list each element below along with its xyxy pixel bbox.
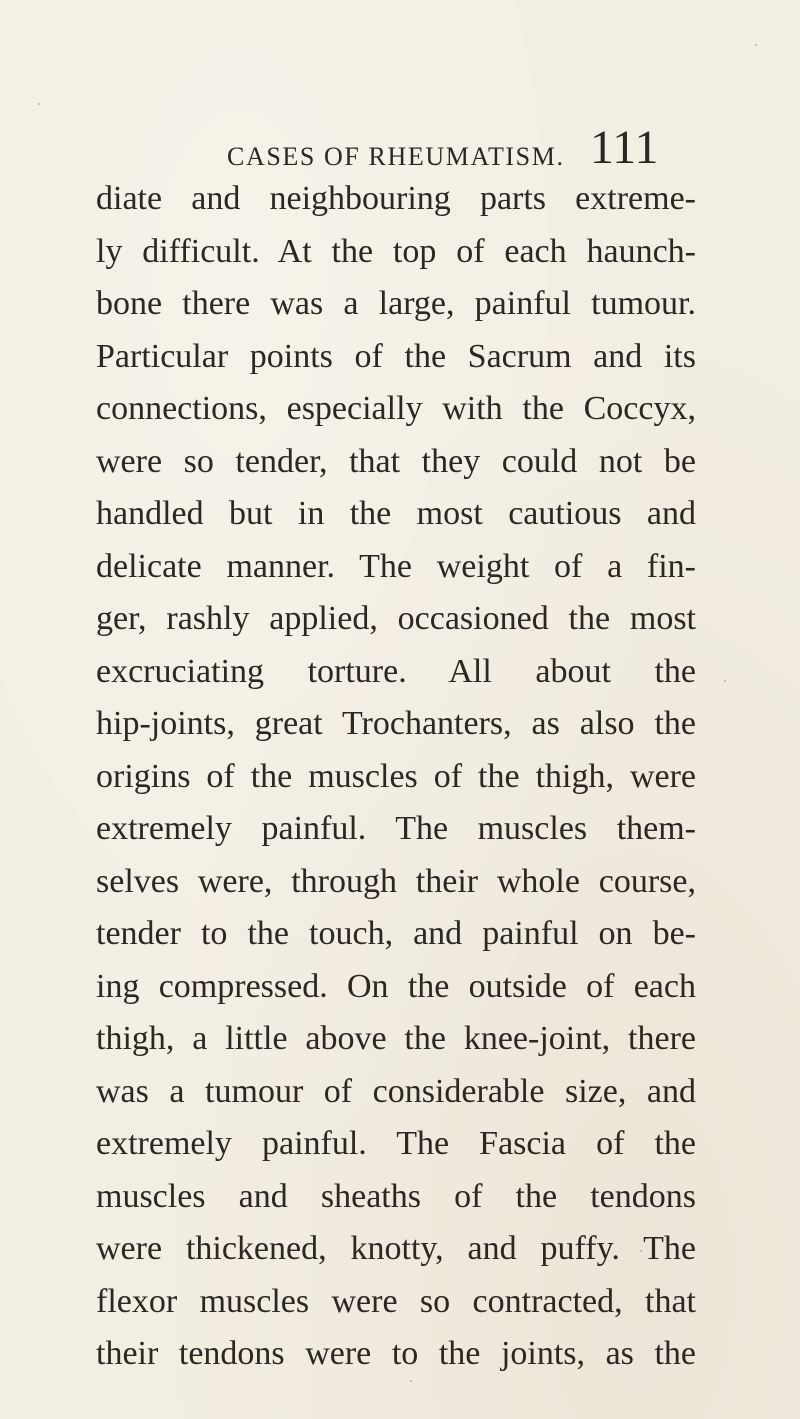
paper-speck (755, 44, 757, 46)
text-line: were thickened, knotty, and puffy. The (96, 1230, 696, 1267)
paper-speck (410, 1380, 412, 1382)
text-line: hip-joints, great Trochanters, as also the (96, 705, 696, 742)
text-line: origins of the muscles of the thigh, were (96, 757, 696, 795)
paper-speck (38, 103, 40, 105)
text-line: bone there was a large, painful tumour. (96, 285, 696, 322)
text-line: delicate manner. The weight of a fin- (96, 547, 696, 585)
text-line: thigh, a little above the knee-joint, there (96, 1020, 696, 1057)
running-head (0, 108, 800, 174)
paper-speck (724, 680, 726, 682)
running-title: CASES OF RHEUMATISM. (227, 142, 565, 171)
paper-speck (640, 1250, 642, 1252)
text-line: extremely painful. The Fascia of the (96, 1125, 696, 1162)
text-line: extremely painful. The muscles them- (96, 810, 696, 847)
text-line: their tendons were to the joints, as the (96, 1335, 696, 1372)
text-line: connections, especially with the Coccyx, (96, 390, 696, 427)
text-line: handled but in the most cautious and (96, 495, 696, 532)
body-text (96, 173, 696, 1381)
text-line: excruciating torture. All about the (96, 652, 696, 690)
text-line: flexor muscles were so contracted, that (96, 1282, 696, 1320)
text-line: was a tumour of considerable size, and (96, 1072, 696, 1110)
text-line: ly difficult. At the top of each haunch- (96, 232, 696, 270)
text-line: ger, rashly applied, occasioned the most (96, 600, 696, 637)
text-line: ing compressed. On the outside of each (96, 967, 696, 1005)
text-line: selves were, through their whole course, (96, 862, 696, 900)
text-line: diate and neighbouring parts extreme- (96, 180, 696, 217)
text-line: Particular points of the Sacrum and its (96, 337, 696, 375)
text-line: tender to the touch, and painful on be- (96, 915, 696, 952)
text-line: muscles and sheaths of the tendons (96, 1177, 696, 1215)
text-line: were so tender, that they could not be (96, 442, 696, 480)
page-number: 111 (590, 121, 659, 174)
